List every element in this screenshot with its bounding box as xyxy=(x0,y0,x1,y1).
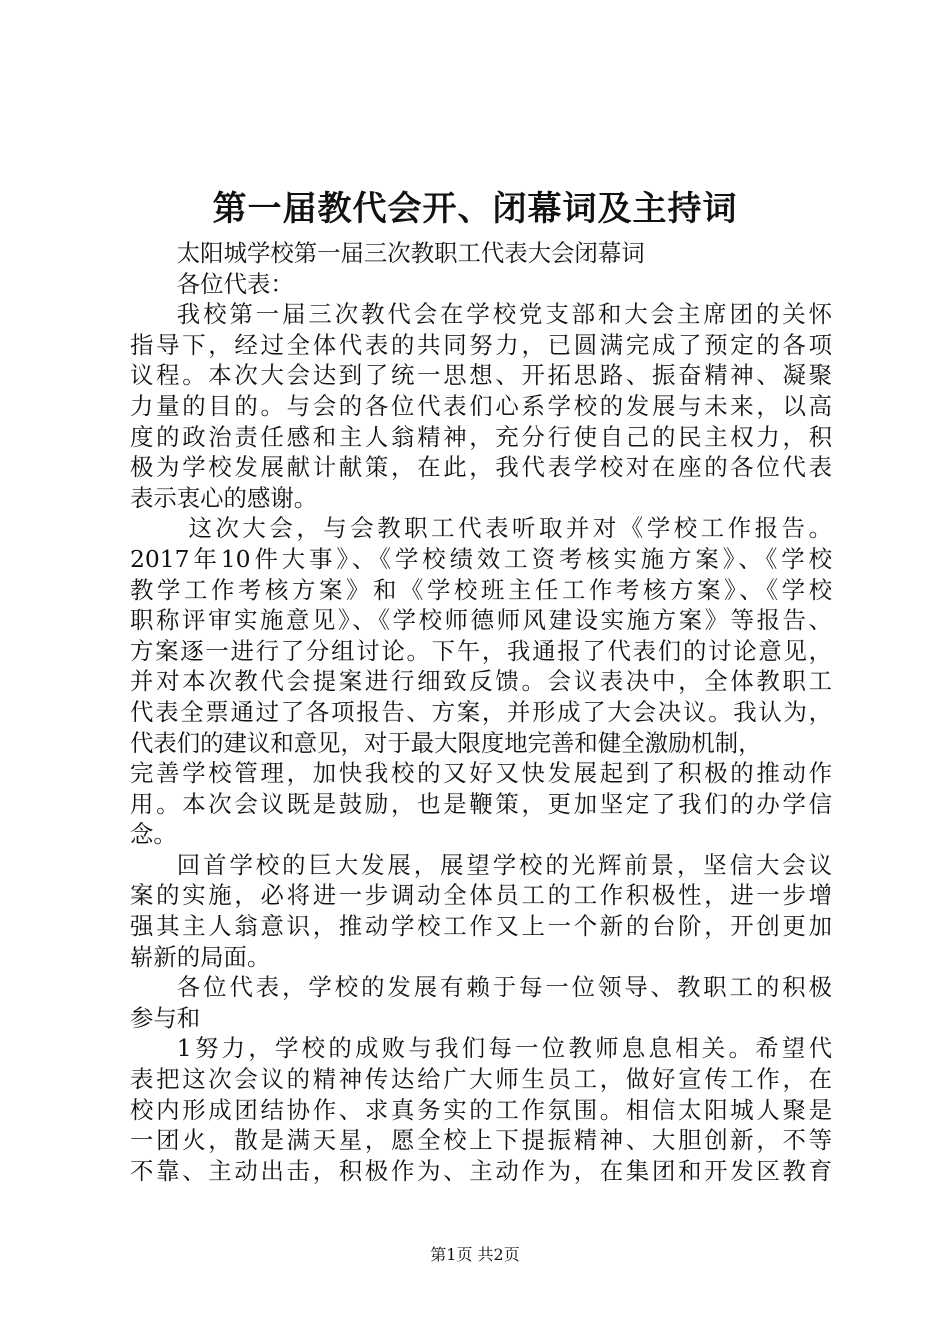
body-line: 指导下，经过全体代表的共同努力，已圆满完成了预定的各项 xyxy=(130,330,832,359)
body-line: 校内形成团结协作、求真务实的工作氛围。相信太阳城人聚是 xyxy=(130,1095,832,1124)
body-line: 职称评审实施意见》、《学校师德师风建设实施方案》等报告、 xyxy=(130,606,832,635)
body-line: 念。 xyxy=(130,820,177,849)
body-line: 代表们的建议和意见，对于最大限度地完善和健全激励机制， xyxy=(130,728,762,757)
body-line: 强其主人翁意识，推动学校工作又上一个新的台阶，开创更加 xyxy=(130,912,832,941)
body-line: 2017年10件大事》、《学校绩效工资考核实施方案》、《学校 xyxy=(130,544,832,573)
body-line: 我校第一届三次教代会在学校党支部和大会主席团的关怀 xyxy=(176,300,832,329)
body-line: 并对本次教代会提案进行细致反馈。会议表决中，全体教职工 xyxy=(130,667,832,696)
body-line: 完善学校管理，加快我校的又好又快发展起到了积极的推动作 xyxy=(130,759,832,788)
document-title: 第一届教代会开、闭幕词及主持词 xyxy=(212,189,738,229)
document-body xyxy=(130,238,832,1186)
body-line: 方案逐一进行了分组讨论。下午，我通报了代表们的讨论意见， xyxy=(130,636,832,665)
body-line: 不靠、主动出击，积极作为、主动作为，在集团和开发区教育 xyxy=(130,1156,832,1185)
body-line: 这次大会，与会教职工代表听取并对《学校工作报告。 xyxy=(188,514,832,543)
body-line: 用。本次会议既是鼓励，也是鞭策，更加坚定了我们的办学信 xyxy=(130,789,832,818)
body-line: 代表全票通过了各项报告、方案，并形成了大会决议。我认为， xyxy=(130,697,832,726)
body-line: 太阳城学校第一届三次教职工代表大会闭幕词 xyxy=(176,239,645,267)
body-line: 各位代表： xyxy=(176,269,294,298)
page-footer: 第1页 共2页 xyxy=(430,1245,520,1264)
body-line: 崭新的局面。 xyxy=(130,942,271,971)
body-line: 1努力，学校的成败与我们每一位教师息息相关。希望代 xyxy=(176,1034,832,1063)
body-line: 回首学校的巨大发展，展望学校的光辉前景，坚信大会议 xyxy=(176,850,832,879)
body-line: 一团火，散是满天星，愿全校上下提振精神、大胆创新，不等 xyxy=(130,1126,832,1155)
body-line: 各位代表，学校的发展有赖于每一位领导、教职工的积极 xyxy=(176,973,832,1002)
body-line: 参与和 xyxy=(130,1003,201,1032)
body-line: 力量的目的。与会的各位代表们心系学校的发展与未来，以高 xyxy=(130,391,832,420)
body-line: 表把这次会议的精神传达给广大师生员工，做好宣传工作，在 xyxy=(130,1065,832,1094)
body-line: 度的政治责任感和主人翁精神，充分行使自己的民主权力，积 xyxy=(130,422,832,451)
body-line: 极为学校发展献计献策，在此，我代表学校对在座的各位代表 xyxy=(130,453,832,482)
body-line: 议程。本次大会达到了统一思想、开拓思路、振奋精神、凝聚 xyxy=(130,361,832,390)
body-line: 表示衷心的感谢。 xyxy=(130,483,318,512)
body-line: 案的实施，必将进一步调动全体员工的工作积极性，进一步增 xyxy=(130,881,832,910)
body-line: 教学工作考核方案》和《学校班主任工作考核方案》、《学校 xyxy=(130,575,832,604)
